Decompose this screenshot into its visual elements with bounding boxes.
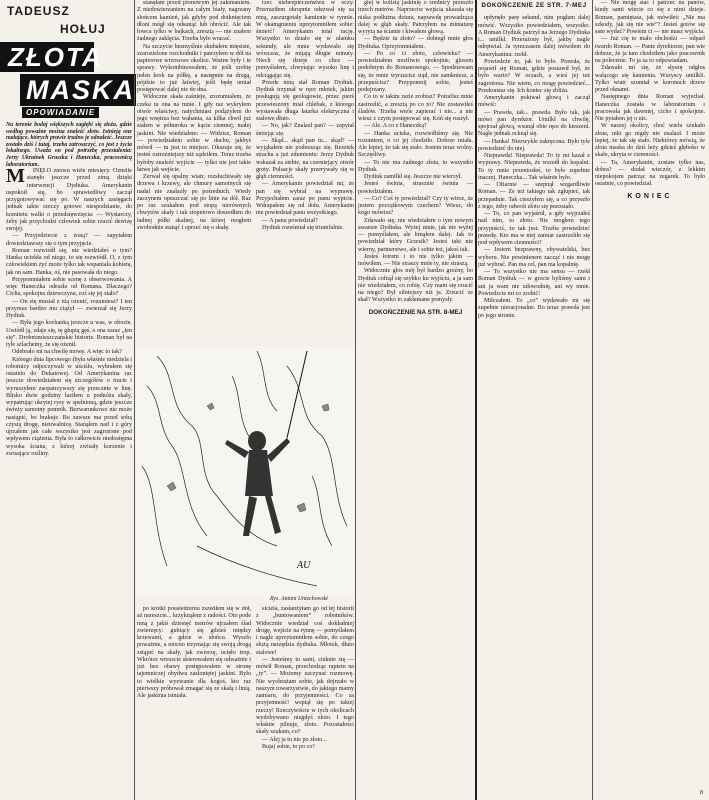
paragraph: Jesteś świnia, strasznie świnia — powiedziałem. xyxy=(358,181,473,195)
climber-illustration xyxy=(137,346,354,598)
continuation-header: DOKOŃCZENIE ZE STR. 7-MEJ xyxy=(481,2,587,9)
paragraph: — To, co pan wyjaśnił, a gdy wyjrzałeś nad nim, to złoto. Nie mogłem tego przypuścić, że tak jest. Trzeba powiedzieć prawdę. Kto ma w niej zamiar zastrzeliło się pod wpływem ciemności? xyxy=(478,211,590,246)
paragraph: — Prawda, tak... prawda. Było tak, jak mówi pan dyrektor. Umilkł na chwilę, spojrzał głową, wsunął obie ręce do kieszeni. Nagle jednak ocknął się. xyxy=(478,109,590,138)
paragraph: Jesteś łotrem i to nie tylko jakim — mówiłem. — Nie straszy mnie ty, nie straszą. xyxy=(358,253,473,267)
paragraph: — Nie mogę stać i patrzeć na panów, kiedy sami wiecie co się z nimi dzieje. Roman, pamiętasz, jak mówiłeś: „Nie ma szkody, jak się nie wie”? Jesteś gotów się sam wydać? Powiem ci — nie masz wyjścia. xyxy=(595,0,705,35)
paragraph: Dydiuk zamilkł się. Jeszcze nie wierzył. xyxy=(364,174,462,180)
paragraph: — Ofiarnie — szepnął wzgardliwie Roman. — Że też takiego tak zgłupieć, tak przepadnie. Tak cieszyłem się, a co przyszło z tego, żeby odwrót złoto się pozostało. xyxy=(478,182,590,210)
paragraph: Widocznie głos mój był bardzo groźny, bo Dydiuk cofnął się szybko ku wyjściu, a ja sam nie wiedziałem, co robię. Czy mam się rzucić na niego? Był silniejszy niż ja. Zrzucić ze skał? Wszystko to zakłamane pomysły. xyxy=(358,268,473,304)
paragraph: Bujaj sobie, to po co? xyxy=(262,743,315,750)
paragraph: po krótki pousiedzeniu zszedłem się w dół, aż nareszcie... krzyknąłem z radości. Oto pode mną z jakiś dziesięć metrów ujrzałem ślad zwierzęcy: gubiący się gdzieś między krzewami, a gdzie w słońcu. Wyszło poważnie, a mocno trzymając się swoją drogą zstąpić na skały, jak zwierzę, ucięło trop. Wkrótce wreszcie skierowałem się odważnie i już bez obawy postępowałem w stronę tajemniczej obydwu zasłoniętej jaskini. Było to wielkie wyzwanie dla kogoś, kto raz pierwszy próbował zmagać się ze skałą i linią. Ale jaskinia istniała. xyxy=(137,606,251,699)
paragraph: Zerwał się upalny wiatr, rozsłuchiwały się drzewa i krzewy, ale chmury samotnych się nadal nie znalazły po pośrednich. Wiedy zaczynem opuszczać się po linie na dół. Raz po raz szukałem pod stopą nierównych chwytów skały i tak stopniowo doszedłem do ładnej półki skalnej, na której mogłem swobodnie stanąć i oprzeć się o skałę. xyxy=(137,174,251,231)
author-last-name: HOŁUJ xyxy=(60,22,106,36)
column-rule xyxy=(134,0,135,800)
paragraph: Dydiuk roześmiał się triumfalnie. xyxy=(262,224,344,231)
text-column-3 xyxy=(256,0,354,346)
paragraph: — Amerykanin powiedział mi, że pan się wybrał na wyprawę. Przyjechałem zaraz po panu wypicie. Wdrapałem się od dołu. Amerykanin nie powiedział panu wszystkiego. xyxy=(256,181,354,217)
paragraph: Milczałem. To „co” wydawało mi się zupełnie nieracjonalne. Bo teraz prawda jest po jego stronie. xyxy=(478,298,590,319)
article-subtitle: OPOWIADANIE xyxy=(22,107,99,118)
paragraph: Roman rozwiódł się, nie wiedziałeś o tym? Hanka uciekła od niego, to się rozwiódł. O, z tym człowiekiem żyć może tylko tak wspaniała kobieta, jak on sam. Hanka, oś, nie pasowała do niego. xyxy=(6,247,132,276)
paragraph: — Jestem bezprawny, obywatelski, bez wyboru. Nie powinienem zacząć i nie mogę już wybrać. Pan ma cel, pan ma kopalnię. xyxy=(478,247,590,268)
paragraph: — To nie ma żadnego złota, to wszystko Dydiuk. xyxy=(358,159,473,173)
title-line-2: MASKA xyxy=(20,74,136,106)
paragraph: W naszej okolicy, choć wielu szukało złota, nikt go nigdy nie znalazł. I może lepiej, że tak się stało. Niektórzy mówią, że złota maska do dziś leży gdzieś głęboko w skale, ukryta w ciemności. xyxy=(595,123,705,159)
paragraph: Powiedzże to, jak to było. Prawda, że pojawił się Roman, gdzie postawił był, że było warto? W oczach, a wieś jej też zagrożona. Nie wiem, co mogę powiedzieć... Przekonasz się. Ich koniec się zbliża. xyxy=(478,58,590,94)
illustrator-signature: AU xyxy=(297,560,311,571)
paragraph: INĘŁO znowu wiele miesięcy. Oznelle stanęło jeszcze przed zimą dzięki interwencji Dydiuka. Amerykanin uspokoił się, bo sprawiedliwy zaczął przygotowywać się po. W naszych zasięgach jednak takie rzeczy gotowe niespodzianie, do komitetu walki o przedsięwzięcia: — Wystarczy, żeby jak przychodzi człowiek sobie rzucić dewizę swojej. xyxy=(6,168,132,232)
text-column-5 xyxy=(478,0,590,800)
paragraph: — Jesteśmy tu sami, cieknie się — mówił Roman, przechodząc raptem na „ty”. — Możemy zaczynać rozmowę. Nie wyobrażam sobie, jak dojrzało w naszym towarzystwie, do jakiego mamy zamiaru, do przyjemności. Co za przyjemność! wspiął się po takiej rzeczy! Rzeczywiście w tych okolicach wydobywano niegdyś złoto. I tego właśnie pilnuje, złoto. Pozostałości skały szukam, co? xyxy=(256,656,354,736)
end-marker: KONIEC xyxy=(627,192,673,200)
paragraph: — Hanka ucieka, rozwiedliśmy się. Nie rozumiem, o co jej chodziło. Dobrze miała. Ale lepiej, że tak się stało. Jestem teraz wolny. Szczęśliwy. xyxy=(358,130,473,159)
paragraph: — Będzie tu złoto? — dobiegł mnie głos Dydiuka. Oprzytomniałem. xyxy=(358,36,473,50)
column-rule xyxy=(592,0,593,800)
paragraph: Co to w takim razie zrobisz? Potrafisz mnie zastrzelić, a zresztą po co to? Nie zostawiłeś śladów. Trzeba wiele zapierać i nie... a nie wiesz z czym postępować się. Koń się ruszył. xyxy=(358,94,473,122)
page-number: 8 xyxy=(700,790,703,796)
paragraph: Widoczne skała zaśnieje, zrozumiałem, że czeka tu ona na mnie. I gdy raz wykryłem otwór właściwy, natychmiast podążyłem do jego wnętrza bez wahania, za kilka chwil już stałem w półmroku w kącie ciemnej, małej jaskini. Nie wiedziałem: — Widzisz, Roman — powiedziałem sobie w duchu, jakbyś mówił — tu jest to miejsce. Okazuje się, że jesteś ostrożniejszy niż sądziłem. Teraz trzeba byłoby znaleźć wyjście — tylko nie jest takie łatwe jak wejście. xyxy=(137,94,251,173)
column-rule xyxy=(355,0,356,800)
continuation-note: DOKOŃCZENIE NA STR. 8-MEJ xyxy=(368,308,463,316)
paragraph: — No, jak? Znalazł pan? — zapytał śmiejąc się. xyxy=(256,123,354,137)
text-column-2 xyxy=(137,0,251,346)
paragraph: — A panu powiedział? xyxy=(262,217,318,224)
author-first-name: TADEUSZ xyxy=(7,4,70,18)
paragraph: Przede mną stał Roman Dydiuk. Dydiuk trzymał w ręce młotek, jakim posługują się geologowie, przez pierś przewieszony miał chlebak, z którego wystawała długa łatarka elektryczna i stalowe dłuto. xyxy=(256,79,354,122)
paragraph: stanęłam przed pionowym jej załamaniem. Z niedowierzaniem na całym biały, nagrzany słońcem kamień, jak gdyby pod dotknięciem dłoni mógł się odsunąć lub obrócić. Ale tak łowca tylko w bajkach, zresztą — nie znałem żadnego zaklęcia. Trzeba było wracać. xyxy=(137,0,251,43)
paragraph: Odebrało mi na chwilę mowę. A więc to tak? xyxy=(12,349,122,356)
paragraph: — Ta, Amerykanin, zostaw tylko nas, dobra? — dodał wieczór, z lekkim niepokojem patrząc na zegarek. To było ostatnie, co powiedział. xyxy=(595,159,705,188)
column-1-paragraphs xyxy=(6,168,132,458)
paragraph: Nieprawda! Nieprawda! To ty mi kazał z wyprawy. Nieprawda, że wszedł do kopalni. To ty mnie przeniosłeś, to było zupełnie inaczej. Haneczka... Tak właśnie było. xyxy=(478,153,590,181)
paragraph: Na szczycie bezmyślnie skubałem mięsiste, szarozielone rozchodniki i patrzyłem w dół na papierowe wrzosowe okolice. Ważne były i te sprawy. Wykombinowałem, że jeśli zrobię jeden krok na półkę, a następnie na drugą, pójdzie to już łatwiej, jeśli będę umiał postępować dalej nie do dna. xyxy=(137,43,251,93)
paragraph: Przypomniałem sobie scenę z obserwowania. A więc Haneczka odeszła od Romana. Dlaczego? Cicha, spokojna dziewczyna, coś się jej stało? xyxy=(6,276,132,298)
paragraph: — Już cię to mało obchodzi — odparł twardo Roman. — Panie dyrektorze, pan wie dobrze, że ja tam chodziłem jako pracownik na polecenie. To ja za to odpowiadam. xyxy=(595,36,705,64)
text-column-3-bottom xyxy=(256,606,354,800)
paragraph: rzec niebezpieczeństwu w oczy. Przeraziłem okropnie odezwał się za mną, zaszurgotały kamienie w rynnie. W okamgnieniu uprzytomniłem sobie: śmierć! Amerykanin miał rację. Wszystko to działo się w ułamku sekundy, ale mnie wydawało się wówczas, że mijają długie minuty. Niech się dzieje co chce — pomyślałem, chwytając wysoko linę i odciągając się. xyxy=(256,0,354,79)
paragraph: Zdawało mi się, że słyszę odgłos walącego się kamienia. Wszyscy umilkli. Tylko wiatr szumiał w koronach drzew przed oknami. xyxy=(595,65,705,93)
text-column-6 xyxy=(595,0,705,800)
paragraph: giej w kolistą jaskinię o średnicy przeszło trzech metrów. Naprzeciw wejścia ukazała się niska podłużna dziura, naprawdę prowadząca dalej w głąb skały. Patrzyłem na miniaturę wyrytą na ścianie i kiwałem głową. xyxy=(358,0,473,35)
paragraph: — Była jego kochanką jeszcze u was, w obozie. Uwiódł ją, zdaje się, tę głupią gęś, a ona zaraz „ten się”. Drobnomieszczańskie historie. Roman był na tyle szlachetny, że się ożenił. xyxy=(6,320,132,348)
paragraph: siciela, zastanżyłam go od tej historii z „buntowaniem” robotników. Widocznie wiedział coś dokładniej drogę, wejście na rynnę — pomyślałem i nagle uprzytomniłem sobie, do czego służą narzędzia dydiuka. Młotek, dłuto stalowe! xyxy=(256,606,354,656)
paragraph: — Skąd... skąd pan tu... skąd? — wyjąkałem nie podnosząc się. Resztek strachu a już zdumieniu: Jerzy Dydiuk wskazał za siebie, na czerniejący otwór groty. Pulsacje skały przerywały się w głąb ciemności. xyxy=(256,137,354,180)
paragraph: Amerykanin pokiwał głową i zaczął mówić: xyxy=(478,95,590,109)
column-rule xyxy=(475,0,477,800)
paragraph: — To wszystko nie ma sensu — rzekł Roman Dydiuk — w grocie byliśmy sami i ani ja wam nie udowodnię, ani wy mnie. Powiedzcie mi co zrobić! xyxy=(478,269,590,297)
paragraph: Następnego dnia Roman wyjechał. Haneczka została w laboratorium i pracowała jak dawniej, cicho i spokojnie. Nie pytałem jej o nic. xyxy=(595,94,705,122)
illustration xyxy=(137,346,354,598)
paragraph: — Co? Coś ty powiedział? Czy ty wiesz, że jestem początkowym czechem? Wiesz, do kogo mówisz? xyxy=(358,195,473,217)
article-lede: Na terenie bodaj większych zagłębi się złoża, gdzie według poważne można znaleźć złoto. Istnieją one nadające, których prawie trudno je odnaleźć. Jeszcze zostało dziś i tutaj, trzeba zatroszczyć, co jest z życia lokalnego. Uważa on pod potrzebę przestalenia: Jerzy Ukrainek Gruszka i Haneczka, pracownicą laboratorium. xyxy=(6,122,132,168)
drop-cap: M xyxy=(6,168,25,187)
text-column-2-bottom xyxy=(137,606,251,800)
paragraph: — On się musiał z nią ożenić, rozumiesz? I ten przymus bardzo mu ciążył — zwierzał się Jerzy Dydiuk. xyxy=(6,298,132,319)
paragraph: — Alej ja tu nie po złoto... xyxy=(262,736,327,743)
paragraph: — Hanka! Niezwykle zakręcona. Było tyle powiedzieć do niej. xyxy=(478,138,590,152)
paragraph: Zdawało się, nie wiedziałem o tym nowym awansie Dydiuka. Wyżej mnie, jak nie wyżej — pomyślałem, ale brnąłem dalej. Jak to powiedział który Grzesik? Jesteś taki nie wierny, partnerstwo, ale i sobie też, jakoś tak. xyxy=(358,217,473,253)
text-column-4 xyxy=(358,0,473,800)
paragraph: — Po co ci złoto, człowieku? — powiedziałem możliwie spokojnie, glosem podobnym do Romanowego. — Spodziewam się, że mnie wyrzucisz stąd, nie zamkniesz, a przepuścisz? Przypomnij sobie, jesteś podejrzany. xyxy=(358,50,473,93)
paragraph: — Przyjedziecie z żoną? — zapytałem dowiedziawszy się o tym przyjęcie. xyxy=(6,233,132,247)
text-column-1 xyxy=(6,168,132,796)
paragraph: — Ale. A co z Haneczką? xyxy=(364,123,427,130)
title-line-1: ZŁOTA xyxy=(0,42,94,72)
paragraph: Którego dnia lipcowego (była właśnie niedziela i robotnicy odpoczywali w uściślu, wybrałem się ostatnio do Dukatowej. Od Amerykanina raz jeszcze dowiedziałem się szczegółów o tracie i wyruszyłem zaopatrzywszy się przecznie w linę. Blisko dwie godziny łaziłem u podnóża skały, wypatrując ukrytej rysy w spełnioną, gdzie jeszcze świeży samotny pomnik. Bezwarunkowo nie może nastąpić, bo brakuje. Bo zawsze ma przed sobą czystą drogę, nieuwalnicę. Stanąłem nad i z góry ujrzałem jak całe wszystko jest zagrożone pod wpływem ciążenia. Była to całkowicie niedostępna wysoka ściana, z której zwisały korzenie i zwisające rośliny. xyxy=(6,356,132,457)
paragraph: upłynęło parę sekund, nim pogłam dalej mówić. Wszystko powiedziałem, wszystko. A Roman Dydiuk patrzył na Jerzego Dydiuka i... umilkł. Przerażony był, jakby nagle odrętwiał. Ja tymczasem dalej mówiłem do Amerykanina: rzekł. xyxy=(478,15,590,58)
illustration-caption: Rys. Antoni Uniechowski xyxy=(270,596,328,602)
